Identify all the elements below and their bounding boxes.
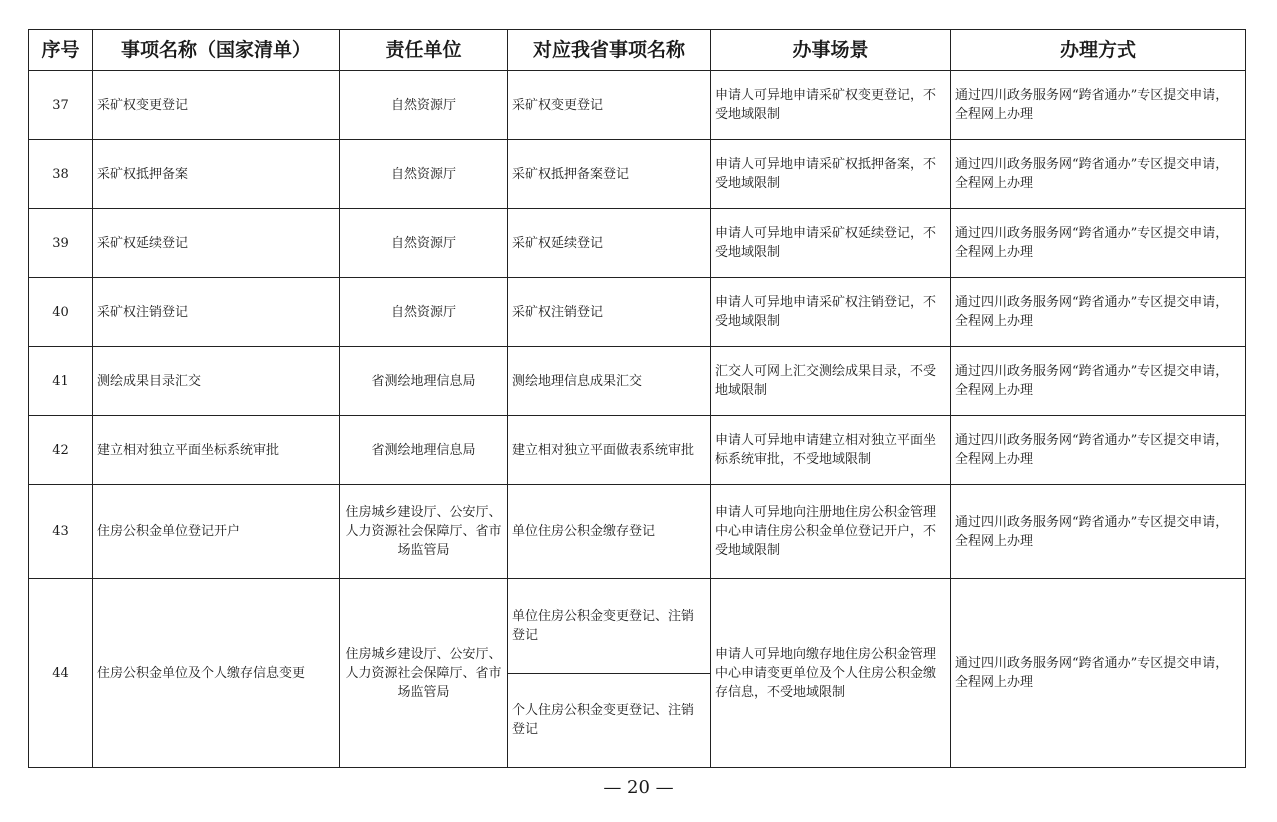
cell-method: 通过四川政务服务网“跨省通办”专区提交申请，全程网上办理 bbox=[951, 347, 1246, 416]
table-row bbox=[29, 140, 1246, 209]
header-row bbox=[29, 30, 1246, 71]
matters-table bbox=[28, 29, 1246, 768]
table-row bbox=[29, 347, 1246, 416]
table-row bbox=[29, 485, 1246, 579]
cell-province-item-split bbox=[508, 579, 711, 768]
cell-no: 37 bbox=[29, 71, 93, 140]
cell-no: 40 bbox=[29, 278, 93, 347]
cell-province-item: 单位住房公积金缴存登记 bbox=[508, 485, 711, 579]
cell-scenario: 申请人可异地申请采矿权抵押备案，不受地域限制 bbox=[711, 140, 951, 209]
cell-scenario: 申请人可异地申请采矿权注销登记，不受地域限制 bbox=[711, 278, 951, 347]
cell-item: 测绘成果目录汇交 bbox=[93, 347, 340, 416]
cell-no: 41 bbox=[29, 347, 93, 416]
cell-no: 42 bbox=[29, 416, 93, 485]
cell-province-item: 采矿权延续登记 bbox=[508, 209, 711, 278]
table-row bbox=[29, 278, 1246, 347]
header-scenario: 办事场景 bbox=[711, 30, 951, 71]
cell-scenario: 申请人可异地申请采矿权变更登记，不受地域限制 bbox=[711, 71, 951, 140]
header-method: 办理方式 bbox=[951, 30, 1246, 71]
table-row bbox=[29, 71, 1246, 140]
cell-item: 采矿权抵押备案 bbox=[93, 140, 340, 209]
cell-method: 通过四川政务服务网“跨省通办”专区提交申请，全程网上办理 bbox=[951, 278, 1246, 347]
cell-item: 采矿权延续登记 bbox=[93, 209, 340, 278]
cell-scenario: 申请人可异地向注册地住房公积金管理中心申请住房公积金单位登记开户，不受地域限制 bbox=[711, 485, 951, 579]
cell-method: 通过四川政务服务网“跨省通办”专区提交申请，全程网上办理 bbox=[951, 209, 1246, 278]
cell-item: 住房公积金单位登记开户 bbox=[93, 485, 340, 579]
page-number: — 20 — bbox=[603, 777, 674, 798]
cell-unit: 自然资源厅 bbox=[340, 71, 508, 140]
header-no: 序号 bbox=[29, 30, 93, 71]
table-row bbox=[29, 209, 1246, 278]
cell-unit: 住房城乡建设厅、公安厅、人力资源社会保障厅、省市场监管局 bbox=[340, 579, 508, 768]
cell-province-item-1: 单位住房公积金变更登记、注销登记 bbox=[512, 608, 695, 643]
cell-method: 通过四川政务服务网“跨省通办”专区提交申请，全程网上办理 bbox=[951, 416, 1246, 485]
cell-province-item-2: 个人住房公积金变更登记、注销登记 bbox=[508, 673, 710, 768]
cell-method: 通过四川政务服务网“跨省通办”专区提交申请，全程网上办理 bbox=[951, 140, 1246, 209]
cell-unit: 自然资源厅 bbox=[340, 278, 508, 347]
cell-item: 采矿权注销登记 bbox=[93, 278, 340, 347]
table-row bbox=[29, 579, 1246, 768]
cell-no: 44 bbox=[29, 579, 93, 768]
cell-no: 38 bbox=[29, 140, 93, 209]
cell-province-item: 采矿权抵押备案登记 bbox=[508, 140, 711, 209]
cell-scenario: 申请人可异地向缴存地住房公积金管理中心申请变更单位及个人住房公积金缴存信息，不受地域限制 bbox=[711, 579, 951, 768]
cell-unit: 自然资源厅 bbox=[340, 140, 508, 209]
cell-scenario: 申请人可异地申请建立相对独立平面坐标系统审批，不受地域限制 bbox=[711, 416, 951, 485]
header-province-item: 对应我省事项名称 bbox=[508, 30, 711, 71]
cell-province-item: 测绘地理信息成果汇交 bbox=[508, 347, 711, 416]
cell-unit: 住房城乡建设厅、公安厅、人力资源社会保障厅、省市场监管局 bbox=[340, 485, 508, 579]
cell-scenario: 申请人可异地申请采矿权延续登记，不受地域限制 bbox=[711, 209, 951, 278]
cell-unit: 自然资源厅 bbox=[340, 209, 508, 278]
cell-item: 建立相对独立平面坐标系统审批 bbox=[93, 416, 340, 485]
cell-method: 通过四川政务服务网“跨省通办”专区提交申请，全程网上办理 bbox=[951, 485, 1246, 579]
header-unit: 责任单位 bbox=[340, 30, 508, 71]
cell-province-item: 建立相对独立平面做表系统审批 bbox=[508, 416, 711, 485]
cell-province-item: 采矿权变更登记 bbox=[508, 71, 711, 140]
cell-unit: 省测绘地理信息局 bbox=[340, 347, 508, 416]
table-row bbox=[29, 416, 1246, 485]
cell-no: 43 bbox=[29, 485, 93, 579]
cell-item: 住房公积金单位及个人缴存信息变更 bbox=[93, 579, 340, 768]
cell-unit: 省测绘地理信息局 bbox=[340, 416, 508, 485]
cell-scenario: 汇交人可网上汇交测绘成果目录，不受地域限制 bbox=[711, 347, 951, 416]
cell-province-item: 采矿权注销登记 bbox=[508, 278, 711, 347]
cell-method: 通过四川政务服务网“跨省通办”专区提交申请，全程网上办理 bbox=[951, 579, 1246, 768]
cell-item: 采矿权变更登记 bbox=[93, 71, 340, 140]
cell-no: 39 bbox=[29, 209, 93, 278]
cell-method: 通过四川政务服务网“跨省通办”专区提交申请，全程网上办理 bbox=[951, 71, 1246, 140]
header-item: 事项名称（国家清单） bbox=[93, 30, 340, 71]
